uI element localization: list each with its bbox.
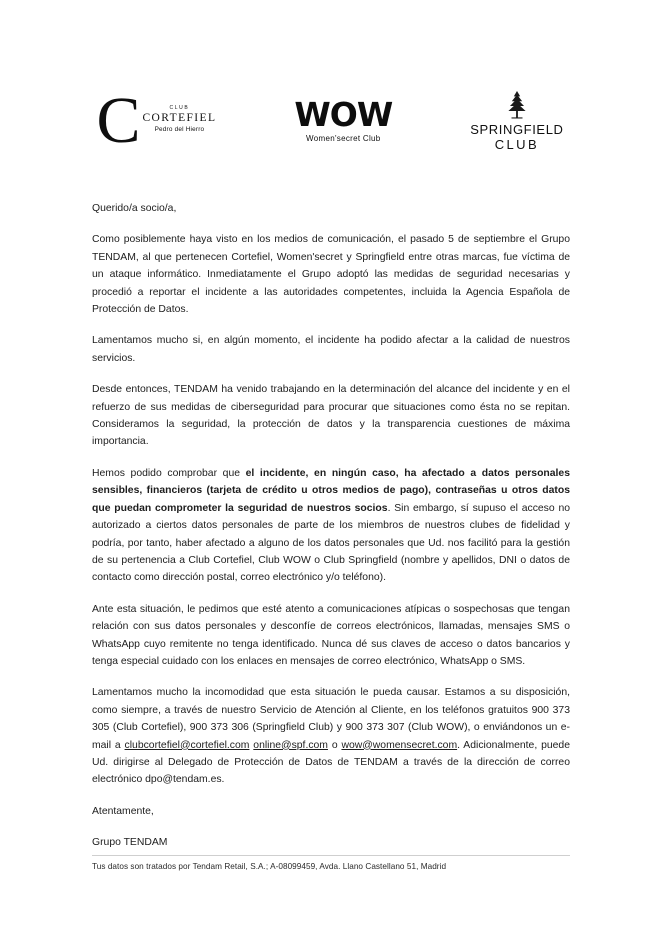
letter-body — [92, 200, 570, 866]
cortefiel-club-label: CLUB — [169, 105, 190, 112]
letter-paragraph-6 — [92, 684, 570, 788]
p4-highlight: el incidente, en ningún caso, ha afectado a datos personales sensibles, financieros (tarjeta de crédito u otros medios de pago), contraseñas u otros datos que puedan comprometer la seguridad de nuestros socios — [92, 467, 570, 514]
cortefiel-wordmark — [142, 106, 216, 135]
email-link-springfield[interactable]: online@spf.com — [253, 739, 328, 751]
letter-signoff: Atentamente, — [92, 805, 154, 817]
cortefiel-sub-label: Pedro del Hierro — [154, 126, 205, 134]
letter-paragraph-5: Ante esta situación, le pedimos que esté atento a comunicaciones atípicas o sospechosas que tengan relación con sus datos personales y desconfíe de correos electrónicos, llamadas, mensajes SMS o WhatsApp cuyo remitente no tenga identificado. Nunca dé sus claves de acceso o datos bancarios y tenga especial cuidado con los enlaces en mensajes de correo electrónico, WhatsApp o SMS. — [92, 603, 570, 667]
p4-intro: Hemos podido comprobar que — [92, 467, 246, 479]
letter-paragraph-2: Lamentamos mucho si, en algún momento, el incidente ha podido afectar a la calidad de nuestros servicios. — [92, 335, 570, 364]
letter-paragraph-1: Como posiblemente haya visto en los medios de comunicación, el pasado 5 de septiembre el Grupo TENDAM, al que pertenecen Cortefiel, Women'secret y Springfield entre otras marcas, fue víctima de un ataque informático. Inmediatamente el Grupo adoptó las medidas de seguridad necesarias y procedió a reportar el incidente a las autoridades competentes, incluida la Agencia Española de Protección de Datos. — [92, 234, 570, 316]
logo-row — [0, 84, 660, 157]
springfield-club-label: CLUB — [494, 137, 540, 152]
springfield-name-label: SPRINGFIELD — [470, 122, 564, 137]
cortefiel-logo — [96, 84, 217, 157]
wow-logo — [294, 88, 392, 154]
footer-divider — [92, 855, 570, 856]
springfield-logo — [470, 88, 563, 154]
email-link-wow[interactable]: wow@womensecret.com — [341, 739, 458, 751]
letter-paragraph-3: Desde entonces, TENDAM ha venido trabajando en la determinación del alcance del incidente y en el refuerzo de sus medidas de ciberseguridad para procurar que situaciones como ésta no se repitan. Consideramos la seguridad, la protección de datos y la transparencia cuestiones de máxima importancia. — [92, 384, 570, 448]
wow-tagline: Women'secret Club — [306, 134, 381, 143]
email-link-cortefiel[interactable]: clubcortefiel@cortefiel.com — [124, 739, 250, 751]
cortefiel-name-label: CORTEFIEL — [142, 112, 217, 125]
letter-signer: Grupo TENDAM — [92, 837, 168, 849]
wow-wordmark: WOW — [294, 95, 393, 134]
p6-part-c: o — [327, 739, 342, 751]
cortefiel-c-mark: C — [96, 84, 139, 157]
p4-rest: . Sin embargo, sí supuso el acceso no autorizado a ciertos datos personales de parte de los miembros de nuestros clubes de fidelidad y podría, por tanto, haber afectado a alguno de los datos personales que Ud. nos facilitó para la gestión de su pertenencia a Club Cortefiel, Club WOW o Club Springfield (nombre y apellidos, DNI o datos de contacto como dirección postal, correo electrónico y/o teléfono). — [92, 502, 570, 584]
letter-greeting: Querido/a socio/a, — [92, 203, 177, 214]
p6-part-a: Lamentamos mucho la incomodidad que esta situación le pueda causar. Estamos a su disposición, como siempre, a través de nuestro Servicio de Atención al Cliente, en los teléfonos gratuitos 900 373 305 (Club Cortefiel), 900 373 306 (Springfield Club) y 900 373 307 (Club WOW), o enviándonos un e-mail a — [92, 687, 570, 751]
pine-tree-icon — [502, 90, 532, 120]
footer-legal-text: Tus datos son tratados por Tendam Retail, S.A.; A-08099459, Avda. Llano Castellano 51, Madrid — [92, 862, 447, 871]
letter-paragraph-4 — [92, 465, 570, 587]
p6-part-d: . Adicionalmente, puede Ud. dirigirse al Delegado de Protección de Datos de TENDAM a través de la dirección de correo electrónico dpo@tendam.es. — [92, 739, 570, 786]
